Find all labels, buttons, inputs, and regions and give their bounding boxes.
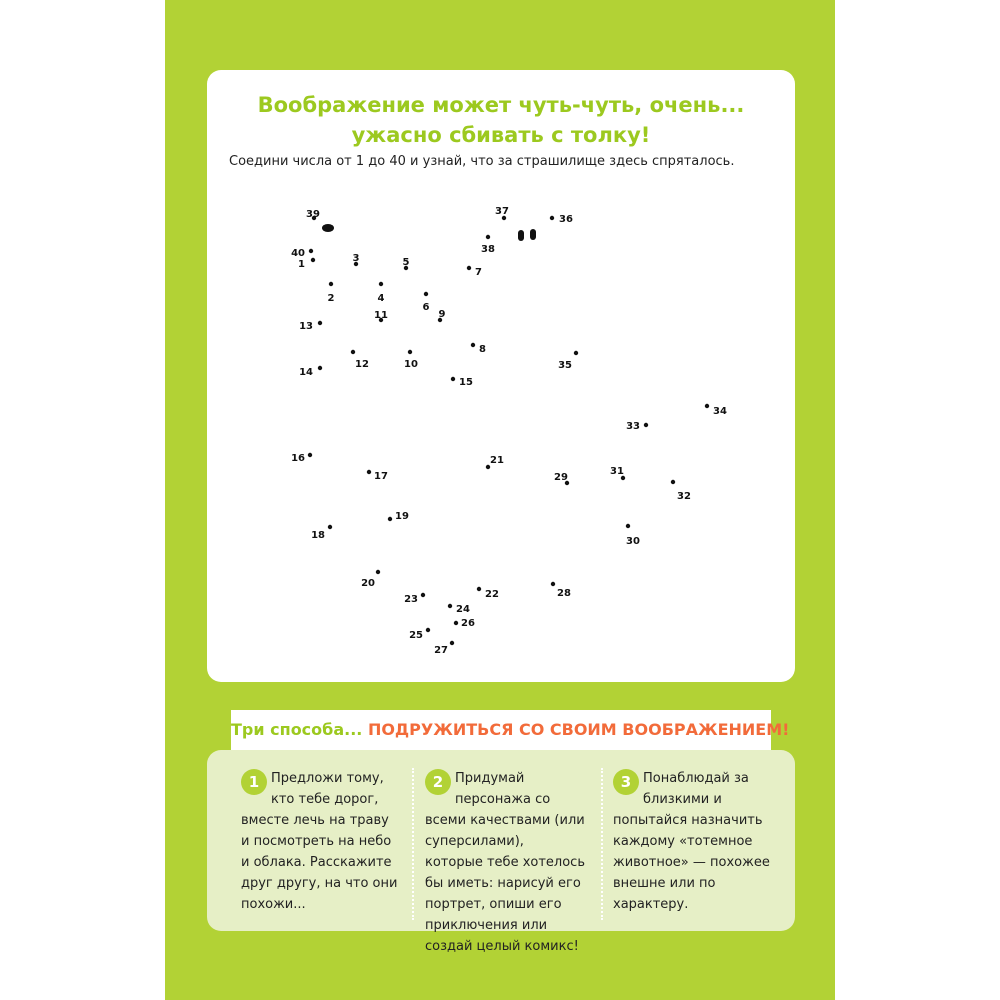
eye-right-mark-a bbox=[518, 230, 524, 241]
puzzle-dot-14 bbox=[318, 366, 322, 370]
puzzle-dot-30 bbox=[626, 524, 630, 528]
puzzle-dot-35 bbox=[574, 351, 578, 355]
puzzle-dot-20 bbox=[376, 570, 380, 574]
puzzle-label-13: 13 bbox=[299, 321, 313, 332]
puzzle-dot-26 bbox=[454, 621, 458, 625]
puzzle-dot-36 bbox=[550, 216, 554, 220]
tip-number-1: 1 bbox=[241, 769, 267, 795]
puzzle-dot-4 bbox=[379, 282, 383, 286]
puzzle-dot-40 bbox=[309, 249, 313, 253]
puzzle-dot-28 bbox=[551, 582, 555, 586]
puzzle-label-37: 37 bbox=[495, 206, 509, 217]
puzzle-label-22: 22 bbox=[485, 589, 499, 600]
puzzle-label-5: 5 bbox=[402, 257, 410, 268]
puzzle-label-11: 11 bbox=[374, 310, 388, 321]
puzzle-label-36: 36 bbox=[559, 214, 573, 225]
puzzle-dot-27 bbox=[450, 641, 454, 645]
puzzle-card bbox=[207, 70, 795, 682]
tip-divider-1 bbox=[412, 768, 414, 920]
puzzle-label-6: 6 bbox=[422, 302, 430, 313]
puzzle-dot-15 bbox=[451, 377, 455, 381]
puzzle-label-19: 19 bbox=[395, 511, 409, 522]
puzzle-label-40: 40 bbox=[291, 248, 305, 259]
eye-right-mark-b bbox=[530, 229, 536, 240]
puzzle-label-17: 17 bbox=[374, 471, 388, 482]
puzzle-label-8: 8 bbox=[479, 344, 486, 355]
puzzle-dot-18 bbox=[328, 525, 332, 529]
puzzle-label-28: 28 bbox=[557, 588, 571, 599]
monster-eyes bbox=[322, 224, 536, 241]
tip-1 bbox=[241, 768, 401, 915]
instruction-text: Соедини числа от 1 до 40 и узнай, что за страшилище здесь спряталось. bbox=[229, 154, 735, 169]
puzzle-label-10: 10 bbox=[404, 359, 418, 370]
puzzle-label-31: 31 bbox=[610, 466, 624, 477]
puzzle-dot-23 bbox=[421, 593, 425, 597]
puzzle-label-32: 32 bbox=[677, 491, 691, 502]
puzzle-dot-24 bbox=[448, 604, 452, 608]
puzzle-dot-17 bbox=[367, 470, 371, 474]
puzzle-label-25: 25 bbox=[409, 630, 423, 641]
puzzle-label-26: 26 bbox=[461, 618, 475, 629]
tip-divider-2 bbox=[601, 768, 603, 920]
tip-number-3: 3 bbox=[613, 769, 639, 795]
puzzle-label-9: 9 bbox=[438, 309, 446, 320]
puzzle-label-4: 4 bbox=[377, 293, 385, 304]
puzzle-label-38: 38 bbox=[481, 244, 495, 255]
puzzle-label-21: 21 bbox=[490, 455, 504, 466]
puzzle-dot-16 bbox=[308, 453, 312, 457]
puzzle-label-12: 12 bbox=[355, 359, 369, 370]
puzzle-label-33: 33 bbox=[626, 421, 640, 432]
tip-number-2: 2 bbox=[425, 769, 451, 795]
puzzle-dot-1 bbox=[311, 258, 315, 262]
tip-text-3: Понаблюдай за близкими и попытайся назначить каждому «тотемное животное» — похожее внешне или по характеру. bbox=[613, 771, 770, 912]
puzzle-label-20: 20 bbox=[361, 578, 375, 589]
tip-3 bbox=[613, 768, 773, 915]
puzzle-label-2: 2 bbox=[327, 293, 335, 304]
puzzle-label-39: 39 bbox=[306, 209, 320, 220]
puzzle-label-16: 16 bbox=[291, 453, 305, 464]
puzzle-label-3: 3 bbox=[352, 253, 360, 264]
puzzle-label-14: 14 bbox=[299, 367, 313, 378]
puzzle-label-29: 29 bbox=[554, 472, 568, 483]
puzzle-dot-12 bbox=[351, 350, 355, 354]
puzzle-dot-34 bbox=[705, 404, 709, 408]
dot-to-dot-puzzle bbox=[207, 70, 795, 682]
puzzle-label-23: 23 bbox=[404, 594, 418, 605]
puzzle-dot-6 bbox=[424, 292, 428, 296]
puzzle-label-18: 18 bbox=[311, 530, 325, 541]
puzzle-label-35: 35 bbox=[558, 360, 572, 371]
puzzle-dot-7 bbox=[467, 266, 471, 270]
puzzle-dot-25 bbox=[426, 628, 430, 632]
tips-banner bbox=[231, 710, 790, 750]
puzzle-dot-2 bbox=[329, 282, 333, 286]
puzzle-dot-8 bbox=[471, 343, 475, 347]
banner-part-2: ПОДРУЖИТЬСЯ СО СВОИМ ВООБРАЖЕНИЕМ! bbox=[367, 720, 790, 739]
puzzle-label-15: 15 bbox=[459, 377, 473, 388]
puzzle-label-30: 30 bbox=[626, 536, 640, 547]
puzzle-label-1: 1 bbox=[298, 259, 305, 270]
tip-text-1: Предложи тому, кто тебе дорог, вместе лечь на траву и посмотреть на небо и облака. Расскажите друг другу, на что они похожи... bbox=[241, 771, 398, 912]
puzzle-label-24: 24 bbox=[456, 604, 470, 615]
tip-text-2: Придумай персонажа со всеми качествами (или суперсилами), которые тебе хотелось бы иметь: нарисуй его портрет, опиши его приключения или создай целый комикс! bbox=[425, 771, 585, 954]
puzzle-dot-38 bbox=[486, 235, 490, 239]
banner-part-1: Три способа... bbox=[231, 720, 363, 739]
puzzle-label-27: 27 bbox=[434, 645, 448, 656]
tip-2 bbox=[425, 768, 585, 957]
puzzle-dot-13 bbox=[318, 321, 322, 325]
tips-panel bbox=[207, 750, 795, 954]
puzzle-dot-19 bbox=[388, 517, 392, 521]
puzzle-label-7: 7 bbox=[475, 267, 482, 278]
title-line-2: ужасно сбивать с толку! bbox=[351, 123, 651, 147]
title-line-1: Воображение может чуть-чуть, очень... bbox=[257, 93, 745, 117]
puzzle-dot-33 bbox=[644, 423, 648, 427]
eye-left-mark bbox=[322, 224, 334, 232]
puzzle-label-34: 34 bbox=[713, 406, 727, 417]
puzzle-dot-32 bbox=[671, 480, 675, 484]
puzzle-dot-22 bbox=[477, 587, 481, 591]
puzzle-dot-10 bbox=[408, 350, 412, 354]
